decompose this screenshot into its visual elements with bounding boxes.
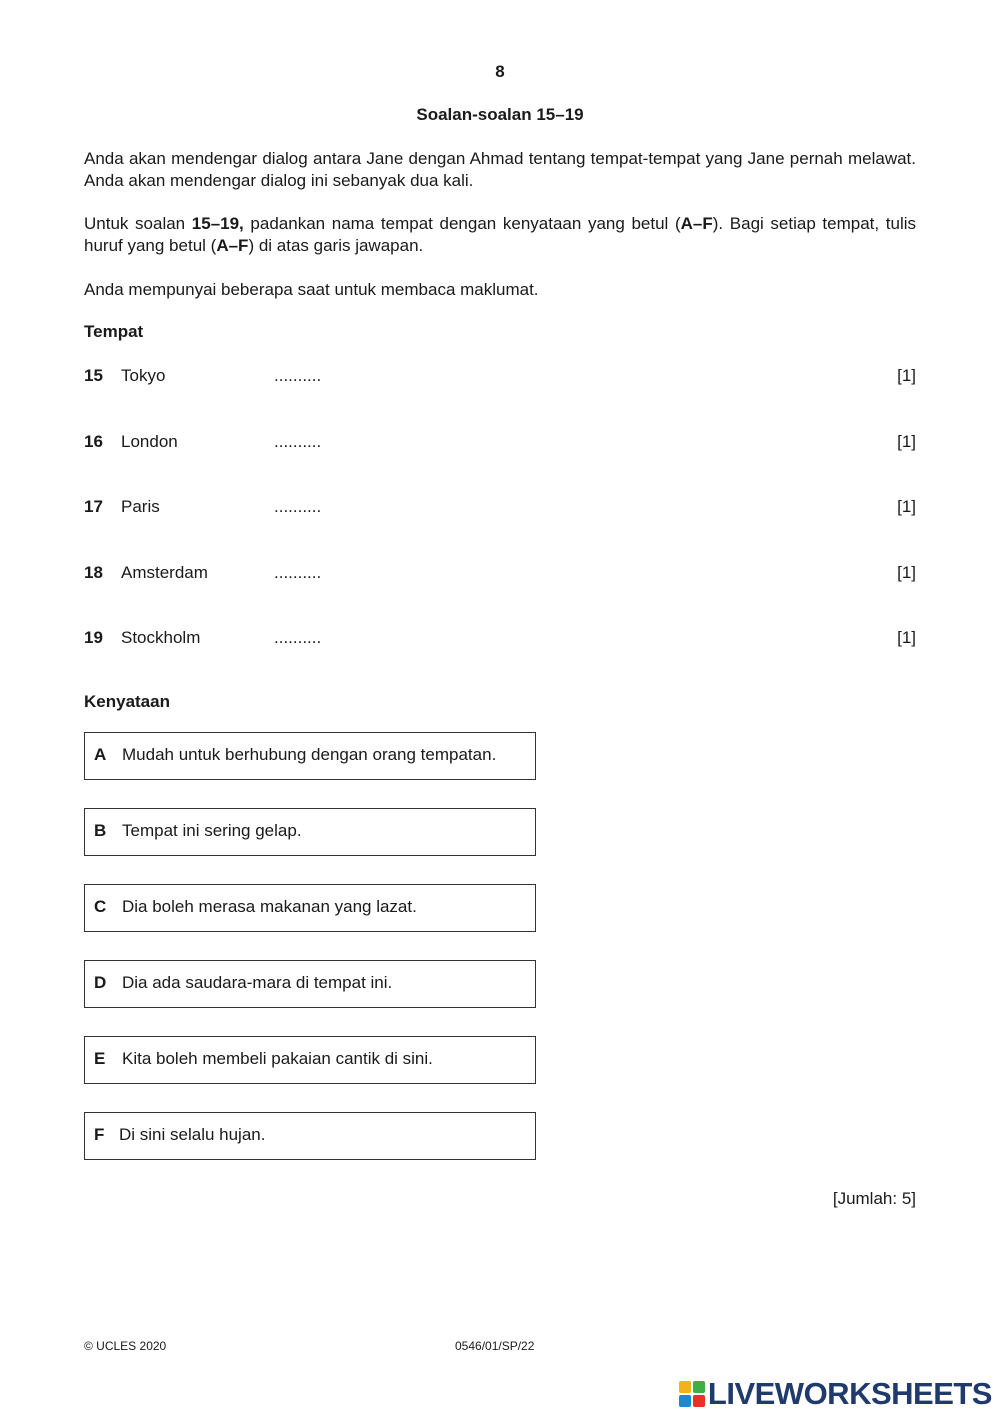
place-name: Stockholm [121, 628, 201, 647]
mark-allocation: [1] [897, 628, 916, 647]
statement-letter: E [94, 1049, 106, 1068]
question-number: 15 [84, 366, 103, 385]
place-name: Tokyo [121, 366, 166, 385]
statement-text: Dia ada saudara-mara di tempat ini. [122, 973, 393, 992]
question-number: 18 [84, 563, 103, 582]
statement-box [84, 884, 536, 932]
question-row [84, 563, 916, 587]
instruction-paragraph-2: Untuk soalan 15–19, padankan nama tempat dengan kenyataan yang betul (A–F). Bagi setiap tempat, tulis huruf yang betul (A–F) di atas garis jawapan. [84, 214, 916, 255]
statement-box [84, 732, 536, 780]
footer-paper-code: 0546/01/SP/22 [455, 1339, 535, 1353]
mark-allocation: [1] [897, 497, 916, 516]
statement-letter: C [94, 897, 107, 916]
statement-text: Di sini selalu hujan. [119, 1125, 266, 1144]
place-name: London [121, 432, 178, 451]
answer-line[interactable]: .......... [274, 563, 322, 582]
mark-allocation: [1] [897, 563, 916, 582]
footer-copyright: © UCLES 2020 [84, 1339, 167, 1353]
statement-letter: D [94, 973, 107, 992]
statement-text: Kita boleh membeli pakaian cantik di sini. [122, 1049, 433, 1068]
mark-allocation: [1] [897, 366, 916, 385]
question-row [84, 497, 916, 521]
answer-line[interactable]: .......... [274, 497, 322, 516]
section-title: Soalan-soalan 15–19 [416, 105, 584, 124]
question-number: 17 [84, 497, 103, 516]
question-row [84, 628, 916, 652]
answer-line[interactable]: .......... [274, 432, 322, 451]
place-name: Paris [121, 497, 160, 516]
statement-box [84, 808, 536, 856]
statement-letter: B [94, 821, 107, 840]
instruction-paragraph-1: Anda akan mendengar dialog antara Jane dengan Ahmad tentang tempat-tempat yang Jane pernah melawat. Anda akan mendengar dialog ini sebanyak dua kali. [84, 149, 916, 190]
question-number: 16 [84, 432, 103, 451]
brand-name: LIVEWORKSHEETS [707, 1376, 992, 1411]
statement-text: Tempat ini sering gelap. [122, 821, 302, 840]
mark-allocation: [1] [897, 432, 916, 451]
total-marks: [Jumlah: 5] [832, 1189, 916, 1208]
question-number: 19 [84, 628, 103, 647]
statement-letter: F [94, 1125, 105, 1144]
question-row [84, 432, 916, 456]
statements-heading: Kenyataan [84, 692, 170, 711]
liveworksheets-logo-icon [679, 1381, 705, 1407]
instruction-paragraph-3: Anda mempunyai beberapa saat untuk membaca maklumat. [84, 280, 539, 299]
question-row [84, 366, 916, 390]
statement-text: Dia boleh merasa makanan yang lazat. [122, 897, 417, 916]
statement-box [84, 1112, 536, 1160]
statement-box [84, 1036, 536, 1084]
statement-letter: A [94, 745, 107, 764]
place-name: Amsterdam [121, 563, 208, 582]
page-number: 8 [495, 62, 505, 81]
statement-text: Mudah untuk berhubung dengan orang tempatan. [122, 745, 497, 764]
answer-line[interactable]: .......... [274, 628, 322, 647]
statement-box [84, 960, 536, 1008]
liveworksheets-brand [679, 1378, 992, 1410]
answer-line[interactable]: .......... [274, 366, 322, 385]
places-heading: Tempat [84, 322, 144, 341]
